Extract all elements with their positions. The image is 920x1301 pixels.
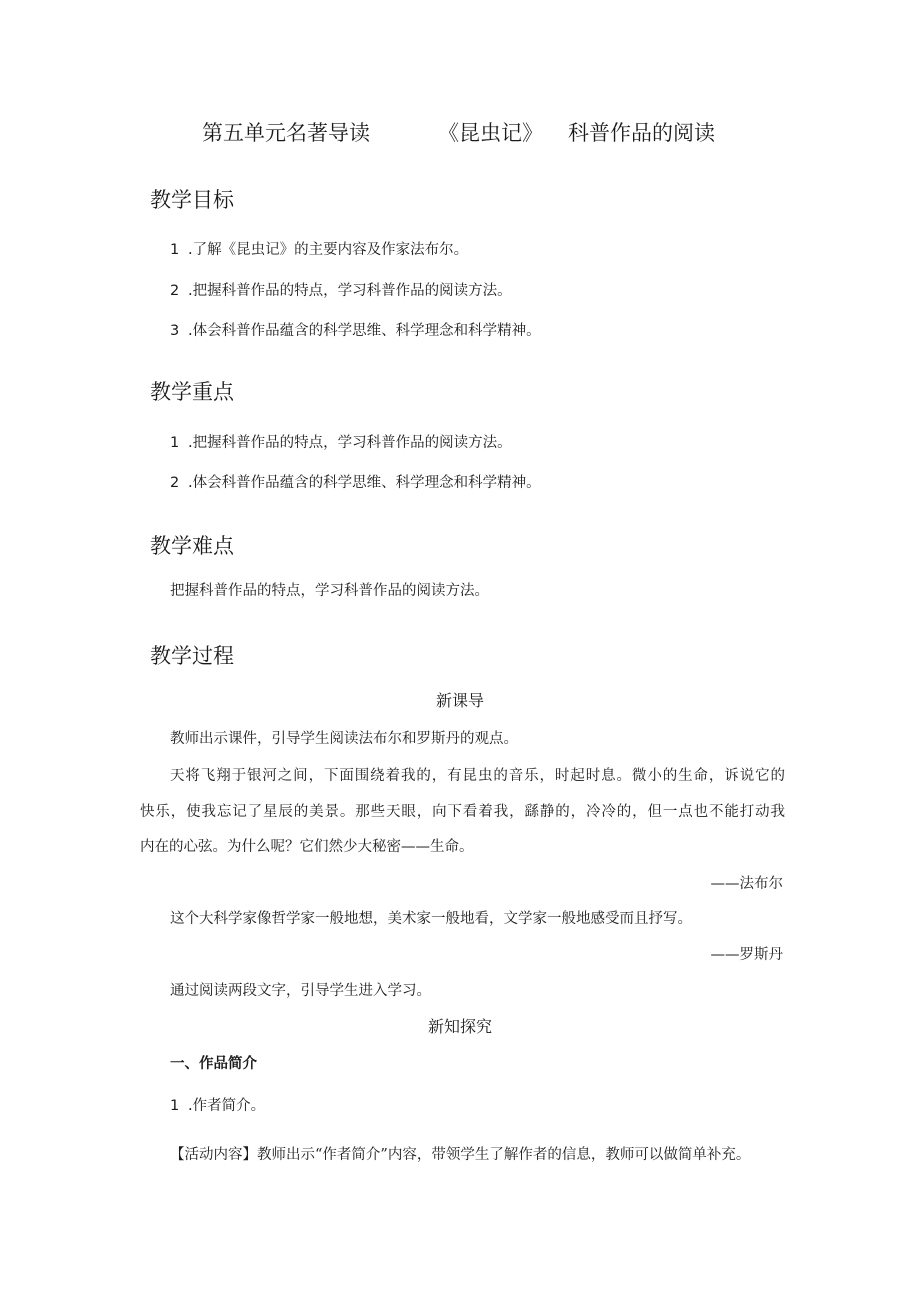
objective-item-1 [170, 238, 468, 259]
key-point-num-2: 2 [170, 475, 180, 491]
explore-heading: 新知探究 [427, 1017, 492, 1036]
objective-num-2: 2 [170, 283, 180, 299]
activity-content: 【活动内容】教师出示“作者简介”内容，带领学生了解作者的信息，教师可以做简单补充。 [170, 1147, 751, 1163]
quote2-author: ——罗斯丹 [710, 947, 783, 963]
sub-item-num-1: 1 [170, 1098, 180, 1114]
quote1-line-2: 快乐，使我忘记了星辰的美景。那些天眼，向下看着我，繇静的，冷冷的，但一点也不能打动我 [140, 804, 785, 820]
objective-num-3: 3 [170, 323, 180, 339]
intro-line: 教师出示课件，引导学生阅读法布尔和罗斯丹的观点。 [170, 731, 518, 747]
title-topic: 科普作品的阅读 [568, 121, 715, 145]
section-1-heading: 一、作品简介 [170, 1056, 257, 1072]
objectives-heading: 教学目标 [150, 188, 234, 212]
intro-heading: 新课导 [435, 691, 484, 710]
sub-item-1 [170, 1094, 265, 1115]
key-point-item-1 [170, 431, 512, 452]
title-unit: 第五单元名著导读 [202, 121, 370, 145]
key-point-num-1: 1 [170, 435, 180, 451]
key-points-heading: 教学重点 [150, 380, 234, 404]
objective-num-1: 1 [170, 242, 180, 258]
transition-line: 通过阅读两段文字，引导学生进入学习。 [170, 983, 431, 999]
quote1-line-3: 内在的心弦。为什么呢？它们然少大秘密——生命。 [140, 839, 474, 855]
key-point-item-2 [170, 471, 541, 492]
objective-item-3 [170, 319, 541, 340]
quote2: 这个大科学家像哲学家一般地想，美术家一般地看，文学家一般地感受而且抒写。 [170, 911, 692, 927]
title-book: 《昆虫记》 [438, 121, 543, 145]
difficulties-heading: 教学难点 [150, 534, 234, 558]
objective-item-2 [170, 279, 512, 300]
difficulties-text: 把握科普作品的特点，学习科普作品的阅读方法。 [170, 583, 489, 599]
objective-text-1: .了解《昆虫记》的主要内容及作家法布尔。 [188, 242, 469, 258]
key-point-text-1: .把握科普作品的特点，学习科普作品的阅读方法。 [188, 435, 512, 451]
key-point-text-2: .体会科普作品蕴含的科学思维、科学理念和科学精神。 [188, 475, 541, 491]
objective-text-3: .体会科普作品蕴含的科学思维、科学理念和科学精神。 [188, 323, 541, 339]
quote1-author: ——法布尔 [710, 876, 783, 892]
objective-text-2: .把握科普作品的特点，学习科普作品的阅读方法。 [188, 283, 512, 299]
quote1-line-1: 天将飞翔于银河之间，下面围绕着我的，有昆虫的音乐，时起时息。微小的生命，诉说它的 [170, 768, 785, 784]
sub-item-text-1: .作者简介。 [188, 1098, 266, 1114]
process-heading: 教学过程 [150, 644, 234, 668]
